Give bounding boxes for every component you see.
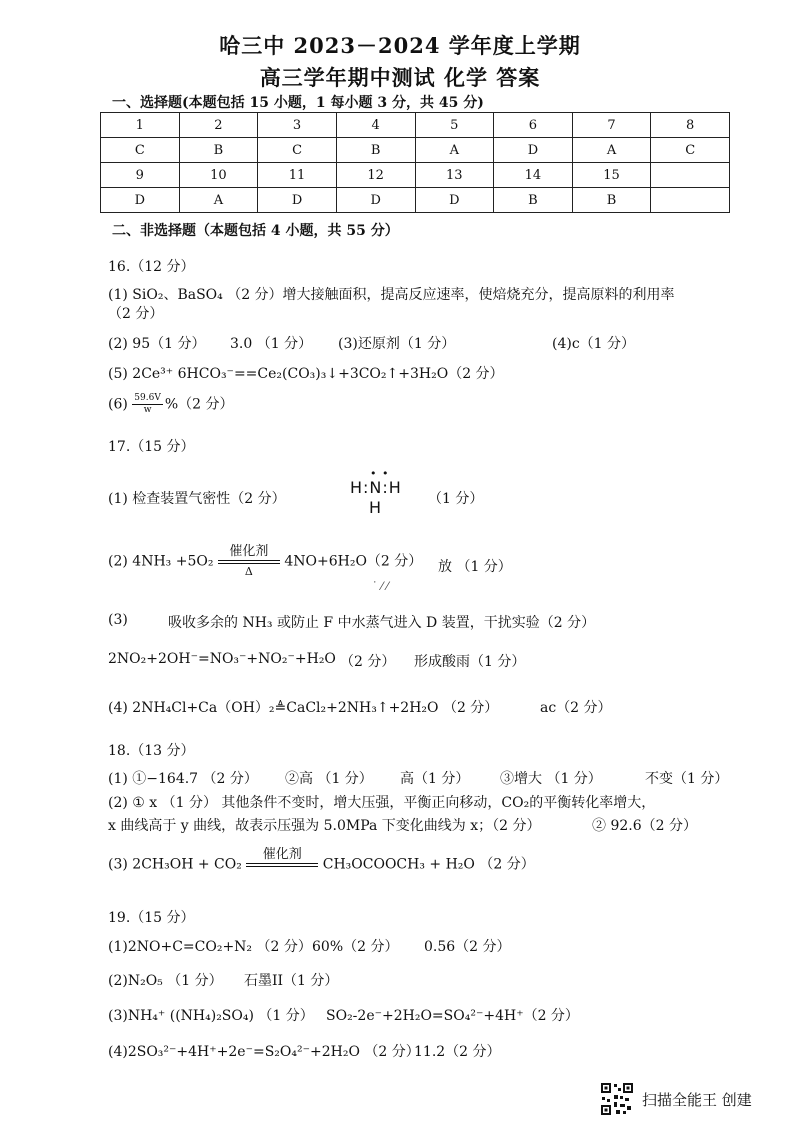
q18-line-4 <box>108 848 535 881</box>
q18-line-1c: 高（1 分） <box>400 771 470 787</box>
q19-line-2a: (2)N₂O₅ （1 分） <box>108 973 223 989</box>
table-row <box>101 113 730 138</box>
fraction-denominator: w <box>143 405 152 415</box>
table-cell: B <box>572 188 651 213</box>
table-cell: 4 <box>336 113 415 138</box>
lewis-row: H:N:H <box>350 478 402 497</box>
double-line <box>246 863 318 867</box>
scanner-watermark <box>600 1082 752 1116</box>
watermark-text: 扫描全能王 创建 <box>642 1090 752 1109</box>
catalyst-equals-sign <box>218 545 280 578</box>
table-cell: 13 <box>415 163 494 188</box>
q17-line-4b: （2 分） <box>340 654 396 670</box>
lone-pair-dots: • • <box>370 467 390 480</box>
fraction <box>132 393 163 416</box>
table-cell: 3 <box>258 113 337 138</box>
table-cell: 6 <box>494 113 573 138</box>
q16-line-4 <box>108 393 234 416</box>
section-2-heading: 二、非选择题（本题包括 4 小题，共 55 分） <box>112 223 399 239</box>
q17-line-2 <box>108 545 422 578</box>
q18-line-2: (2) ① x （1 分） 其他条件不变时，增大压强，平衡正向移动，CO₂的平衡转化率增大， <box>108 795 656 811</box>
q16-line-4-prefix: (6) <box>108 396 128 413</box>
q19-line-2b: 石墨II（1 分） <box>244 973 339 989</box>
table-row <box>101 163 730 188</box>
table-cell: 15 <box>572 163 651 188</box>
catalyst-label: 催化剂 <box>229 544 269 559</box>
q18-header: 18.（13 分） <box>108 743 195 759</box>
q19-line-3b: SO₂-2e⁻+2H₂O=SO₄²⁻+4H⁺（2 分） <box>326 1008 579 1024</box>
table-cell: D <box>415 188 494 213</box>
q16-line-2d: (4)c（1 分） <box>552 336 636 352</box>
q17-line-1b: （1 分） <box>428 491 484 507</box>
q17-header: 17.（15 分） <box>108 439 195 455</box>
pen-mark: ˙ ⁄ ⁄ <box>372 580 389 593</box>
q18-line-4-prefix: (3) 2CH₃OH + CO₂ <box>108 856 242 873</box>
title-line-2: 高三学年期中测试 化学 答案 <box>259 65 541 90</box>
table-cell: B <box>336 138 415 163</box>
q17-line-3-num: (3) <box>108 612 128 628</box>
catalyst-equals-sign <box>246 848 318 881</box>
table-cell: 1 <box>101 113 180 138</box>
q17-line-4a: 2NO₂+2OH⁻=NO₃⁻+NO₂⁻+H₂O <box>108 651 336 667</box>
table-cell <box>651 188 730 213</box>
q18-line-1a: (1) ①−164.7 （2 分） <box>108 771 258 787</box>
table-cell: 12 <box>336 163 415 188</box>
lewis-bottom-h: H <box>369 498 382 517</box>
q19-line-3a: (3)NH₄⁺ ((NH₄)₂SO₄) （1 分） <box>108 1008 314 1024</box>
q16-line-2a: (2) 95（1 分） <box>108 336 206 352</box>
table-cell: A <box>572 138 651 163</box>
q17-line-5a: (4) 2NH₄Cl+Ca（OH）₂≜CaCl₂+2NH₃↑+2H₂O （2 分） <box>108 700 499 716</box>
q16-line-2b: 3.0 （1 分） <box>230 336 313 352</box>
ammonia-lewis-structure <box>350 467 420 520</box>
q16-header: 16.（12 分） <box>108 259 195 275</box>
fraction-numerator: 59.6V <box>134 393 161 403</box>
table-row <box>101 138 730 163</box>
q18-line-1d: ③增大 （1 分） <box>500 771 602 787</box>
q16-line-1b: （2 分） <box>108 306 164 322</box>
q19-header: 19.（15 分） <box>108 910 195 926</box>
q19-line-1a: (1)2NO+C=CO₂+N₂ （2 分） <box>108 939 312 955</box>
double-line <box>218 560 280 564</box>
catalyst-label: 催化剂 <box>262 847 302 862</box>
q17-line-1a: (1) 检查装置气密性（2 分） <box>108 491 286 507</box>
q19-line-4a: (4)2SO₃²⁻+4H⁺+2e⁻=S₂O₄²⁻+2H₂O （2 分） <box>108 1044 420 1060</box>
empty-condition <box>246 868 318 881</box>
q19-line-4b: 11.2（2 分） <box>414 1044 501 1060</box>
table-cell: B <box>179 138 258 163</box>
q16-line-3: (5) 2Ce³⁺ 6HCO₃⁻==Ce₂(CO₃)₃↓+3CO₂↑+3H₂O（2 分） <box>108 366 504 382</box>
q18-line-3a: x 曲线高于 y 曲线，故表示压强为 5.0MPa 下变化曲线为 x；（2 分） <box>108 818 541 834</box>
choice-answer-table <box>100 112 730 213</box>
table-cell <box>651 163 730 188</box>
table-cell: 14 <box>494 163 573 188</box>
table-cell: D <box>336 188 415 213</box>
q18-line-4-suffix: CH₃OCOOCH₃ + H₂O （2 分） <box>322 856 535 873</box>
q17-line-3: 吸收多余的 NH₃ 或防止 F 中水蒸气进入 D 装置，干扰实验（2 分） <box>168 615 596 631</box>
table-cell: 9 <box>101 163 180 188</box>
table-cell: 8 <box>651 113 730 138</box>
table-cell: 5 <box>415 113 494 138</box>
table-cell: 7 <box>572 113 651 138</box>
table-cell: 2 <box>179 113 258 138</box>
title-line-1: 哈三中 2023－2024 学年度上学期 <box>219 33 581 58</box>
q17-line-4c: 形成酸雨（1 分） <box>414 654 526 670</box>
q17-line-2b: 放 （1 分） <box>438 559 512 575</box>
q18-line-1b: ②高 （1 分） <box>285 771 373 787</box>
q19-line-1c: 0.56（2 分） <box>424 939 511 955</box>
q19-line-1b: 60%（2 分） <box>312 939 399 955</box>
table-cell: C <box>258 138 337 163</box>
table-cell: C <box>101 138 180 163</box>
qr-code-icon <box>600 1082 634 1116</box>
table-cell: A <box>179 188 258 213</box>
table-cell: D <box>101 188 180 213</box>
section-1-heading: 一、选择题(本题包括 15 小题，1 每小题 3 分，共 45 分) <box>112 95 484 111</box>
q16-line-2c: (3)还原剂（1 分） <box>338 336 456 352</box>
table-row <box>101 188 730 213</box>
heat-symbol: Δ <box>244 565 253 578</box>
table-cell: 11 <box>258 163 337 188</box>
q18-line-1e: 不变（1 分） <box>645 771 729 787</box>
q17-line-2-suffix: 4NO+6H₂O（2 分） <box>284 553 423 570</box>
q18-line-3b: ② 92.6（2 分） <box>592 818 697 834</box>
q16-line-1: (1) SiO₂、BaSO₄ （2 分）增大接触面积，提高反应速率，使焙烧充分，提高原料的利用率 <box>108 287 675 303</box>
table-cell: A <box>415 138 494 163</box>
q16-line-4-suffix: %（2 分） <box>164 396 234 413</box>
table-cell: D <box>258 188 337 213</box>
table-cell: C <box>651 138 730 163</box>
q17-line-2-prefix: (2) 4NH₃ +5O₂ <box>108 553 214 570</box>
q17-line-5b: ac（2 分） <box>540 700 612 716</box>
table-cell: B <box>494 188 573 213</box>
table-cell: 10 <box>179 163 258 188</box>
table-cell: D <box>494 138 573 163</box>
